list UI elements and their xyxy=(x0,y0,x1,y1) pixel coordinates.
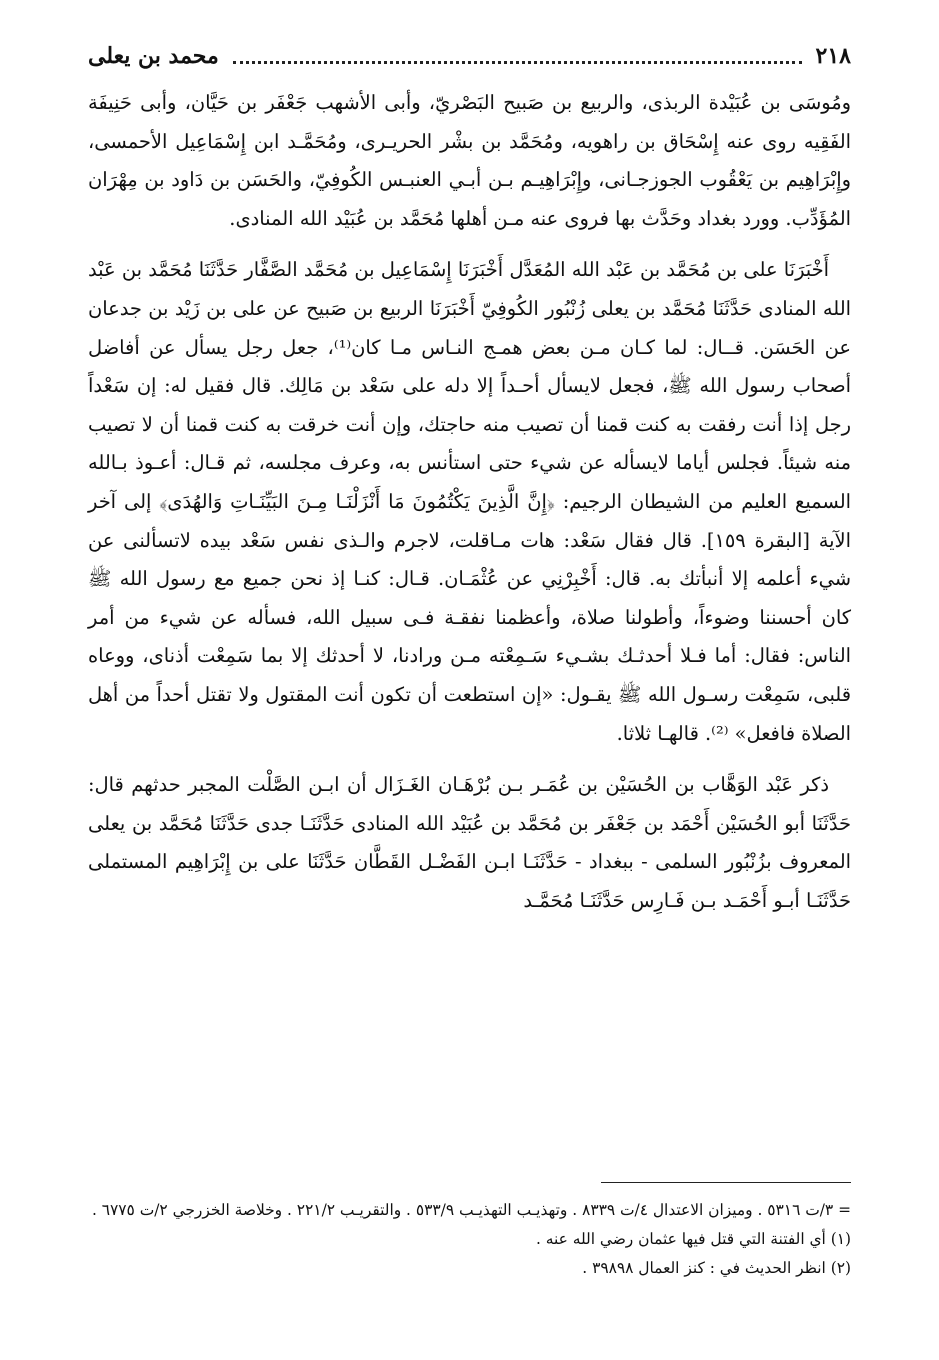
page-header xyxy=(88,34,851,78)
dotted-leader xyxy=(233,61,802,64)
footnote-separator xyxy=(601,1182,851,1183)
paragraph-narrators: ومُوسَى بن عُبَيْدة الربذى، والربيع بن صَبيح البَصْريّ، وأبى الأشهب جَعْفَر بن حَيَّان، وأبى حَنِيفَة الفَقِيه روى عنه إِسْحَاق بن راهويه، ومُحَمَّد بن بشْر الحريـرى، ومُحَمَّـد ابن إِسْمَاعِيل الأحمسى، وإِبْرَاهِيم بن يَعْقُوب الجوزجـانى، وإِبْرَاهِيـم بـن أبـي العنبـس الكُوفِيّ، والحَسَن بن دَاود بن مِهْرَان المُؤَدِّب. وورد بغداد وحَدَّث بها فروى عنه مـن أهلها مُحَمَّد بن عُبَيْد الله المنادى. xyxy=(88,91,851,230)
main-text xyxy=(88,84,851,920)
footnote-2: (٢) انظر الحديث في : كنز العمال ٣٩٨٩٨ . xyxy=(582,1259,851,1277)
running-title: محمد بن يعلى xyxy=(88,43,219,69)
page-number: ٢١٨ xyxy=(815,43,851,69)
book-page xyxy=(88,34,851,1340)
paragraph-isnad: ذكر عَبْد الوَهَّاب بن الحُسَيْن بن عُمَـر بـن بُرْهَـان الغَـزَال أن ابـن الصَّلْت المجبر حدثهم قال: حَدَّثَنَا أبو الحُسَيْن أَحْمَد بن جَعْفَر بن مُحَمَّد بن عُبَيْد الله المنادى حَدَّثَنَـا جدى حَدَّثَنَا مُحَمَّد بن يعلى المعروف بزُنْبُور السلمى - ببغداد - حَدَّثَنَـا ابـن الفَضْـل القَطَّان حَدَّثَنَا على بن إِبْرَاهِيم المستملى حَدَّثَنَـا أبـو أَحْمَـد بـن فَـارِس حَدَّثَنَـا مُحَمَّـد xyxy=(88,773,851,912)
footnote-continuation: = ٣/ت ٥٣١٦ . وميزان الاعتدال ٤/ت ٨٣٣٩ . وتهذيـب التهذيـب ٥٣٣/٩ . والتقريـب ٢٢١/٢ . وخلاصة الخزرجي ٢/ت ٦٧٧٥ . xyxy=(91,1201,851,1219)
paragraph-hadith-narration: أَخْبَرَنَا على بن مُحَمَّد بن عَبْد الله المُعَدَّل أَخْبَرَنَا إِسْمَاعِيل بن مُحَمَّد الصَّفَّار حَدَّثَنَا مُحَمَّد بن عَبْد الله المنادى حَدَّثَنَا مُحَمَّد بن يعلى زُنْبُور الكُوفِيّ أَخْبَرَنَا الربيع بن صَبيح عن على بن زَيْد بن جدعان عن الحَسَن. قــال: لما كـان مـن بعض همـج النـاس مـا كان⁽¹⁾، جعل رجل يسأل عن أفاضل أصحاب رسول الله ﷺ، فجعل لايسأل أحـداً إلا دله على سَعْد بن مَالِك. قال فقيل له: إن سَعْداً رجل إذا أنت رفقت به كنت قمنا أن تصيب منه حاجتك، وإن أنت خرقت به كنت قمنا أن لا تصيب منه شيئاً. فجلس أياما لايسأله عن شيء حتى استأنس به، وعرف مجلسه، ثم قـال: أعـوذ بـالله السميع العليم من الشيطان الرجيم: ﴿إِنَّ الَّذِينَ يَكْتُمُونَ مَا أَنْزَلْنَـا مِـنَ البَيِّنَـاتِ وَالهُدَى﴾ إلى آخر الآية [البقرة ١٥٩]. قال فقال سَعْد: هات مـاقلت، لاجرم والـذى نفس سَعْد بيده لاتسألنى عن شيء أعلمه إلا أنبأتك به. قال: أَخْبِرْنِي عن عُثْمَـان. قـال: كنـا إذ نحن جميع مع رسول الله ﷺ كان أحسننا وضوءاً، وأطولنا صلاة، وأعظمنا نفقـة فـى سبيل الله، فسأله عن شيء من أمر الناس: فقال: أما فـلا أحدثـك بشـيء سَـمِعْته مـن ورادنا، لا أحدثك إلا بما سَمِعْت أذناى، ووعاه قلبى، سَمِعْت رسـول الله ﷺ يقـول: «إن استطعت أن تكون أنت المقتول ولا تقتل أحداً من أهل الصلاة فافعل» ⁽²⁾. قالهـا ثلاثا. xyxy=(88,258,852,745)
footnotes xyxy=(88,1196,851,1283)
footnote-1: (١) أي الفتنة التي قتل فيها عثمان رضي الله عنه . xyxy=(535,1230,851,1248)
